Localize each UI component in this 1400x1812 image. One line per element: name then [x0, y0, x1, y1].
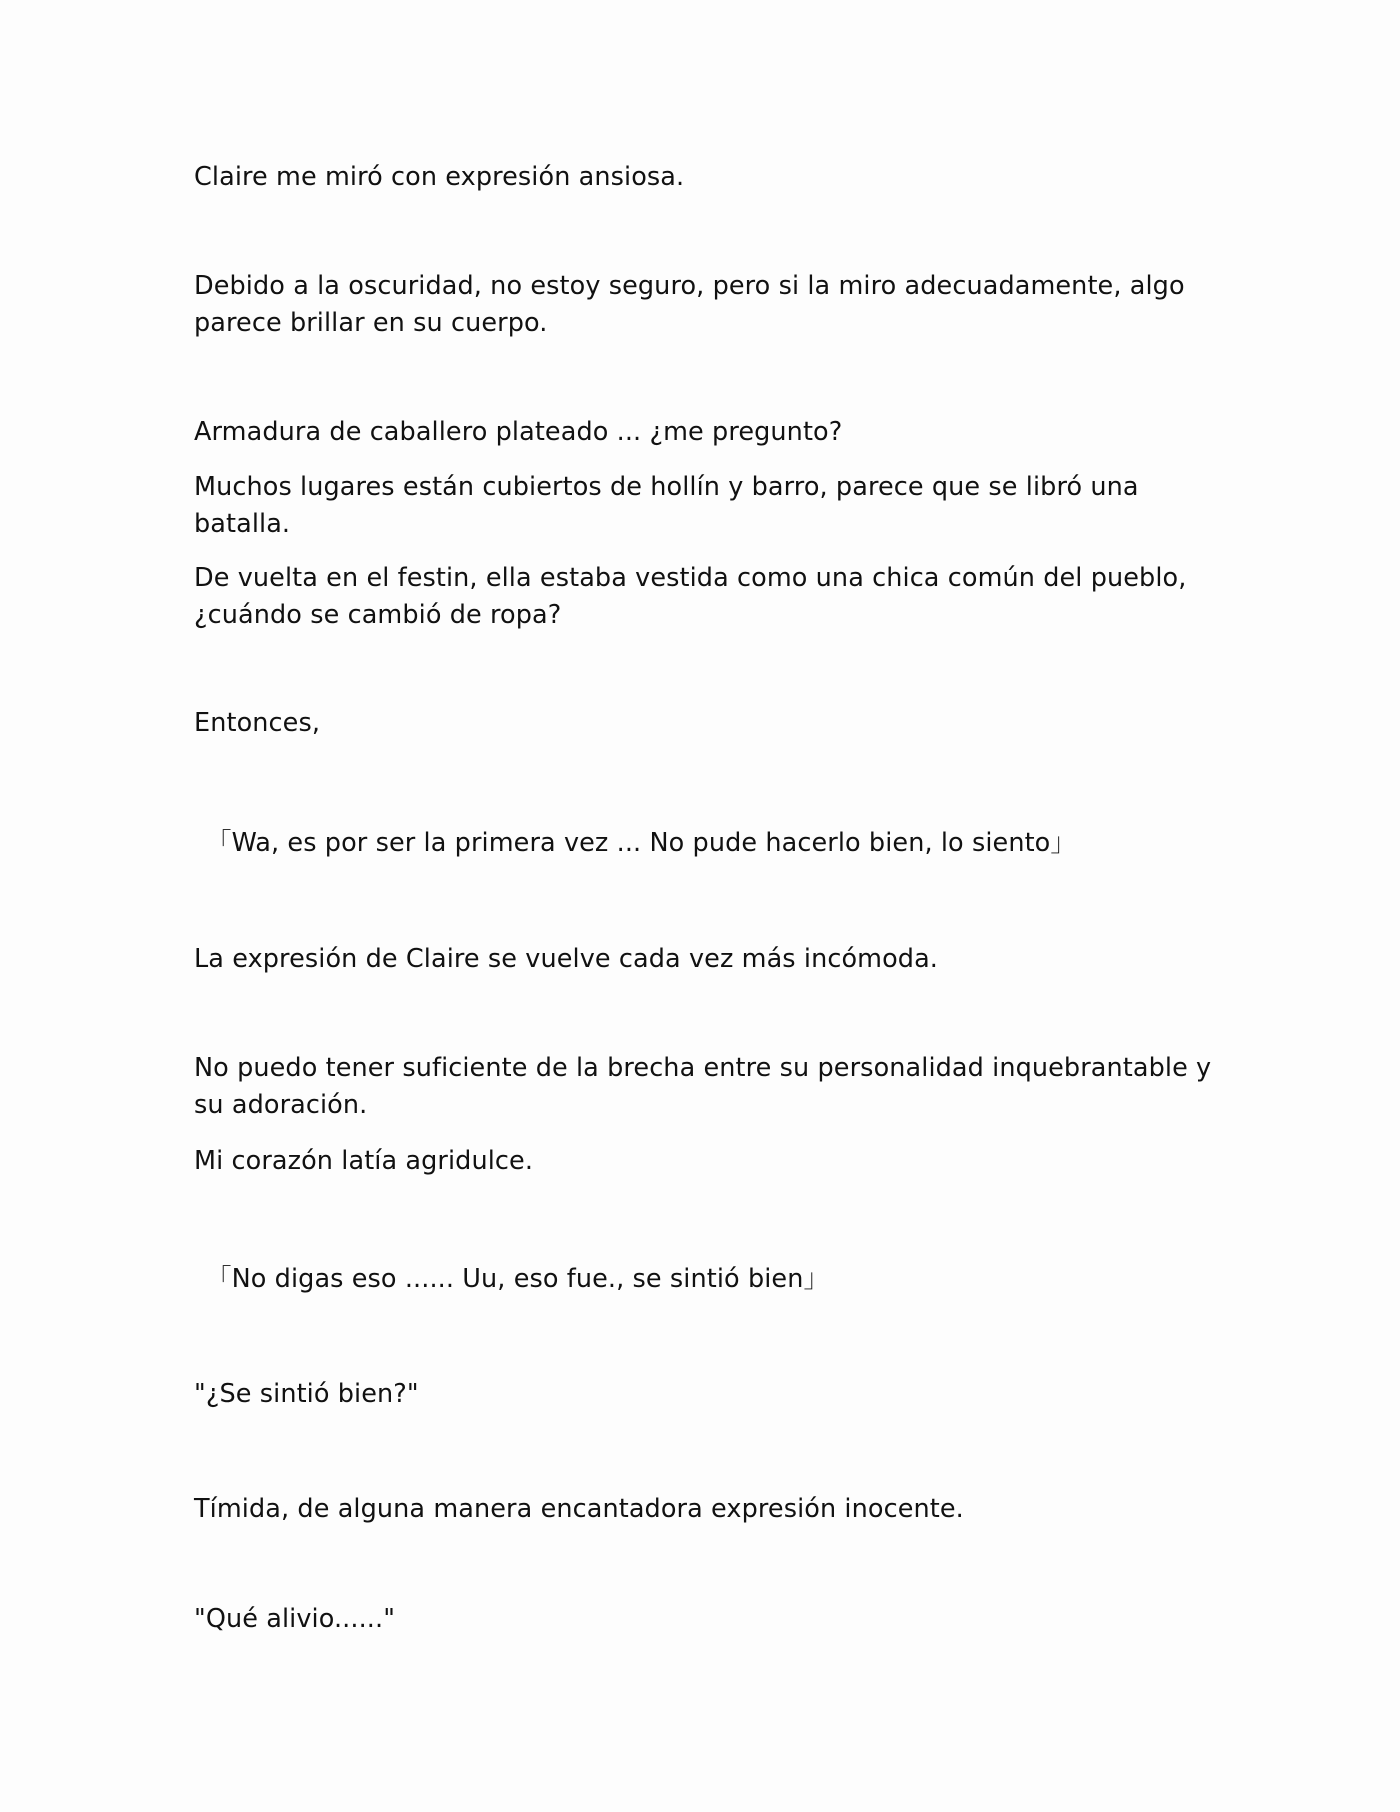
paragraph: De vuelta en el festin, ella estaba vestida como una chica común del pueblo, ¿cuándo se cambió de ropa? — [194, 563, 1187, 630]
paragraph: Muchos lugares están cubiertos de hollín y barro, parece que se libró una batalla. — [194, 472, 1139, 539]
paragraph: Tímida, de alguna manera encantadora expresión inocente. — [194, 1494, 964, 1524]
dialogue-line: "¿Se sintió bien?" — [194, 1379, 419, 1409]
paragraph: La expresión de Claire se vuelve cada vez más incómoda. — [194, 944, 939, 974]
paragraph: Mi corazón latía agridulce. — [194, 1146, 534, 1176]
dialogue-line: 「No digas eso ...... Uu, eso fue., se sintió bien」 — [206, 1264, 830, 1294]
paragraph: Armadura de caballero plateado ... ¿me pregunto? — [194, 417, 843, 447]
paragraph: Entonces, — [194, 708, 321, 738]
paragraph: Debido a la oscuridad, no estoy seguro, pero si la miro adecuadamente, algo parece brillar en su cuerpo. — [194, 271, 1185, 338]
dialogue-line: "Qué alivio......" — [194, 1604, 396, 1634]
paragraph: No puedo tener suficiente de la brecha entre su personalidad inquebrantable y su adoración. — [194, 1053, 1212, 1120]
paragraph: Claire me miró con expresión ansiosa. — [194, 162, 685, 192]
dialogue-line: 「Wa, es por ser la primera vez ... No pude hacerlo bien, lo siento」 — [206, 828, 1076, 858]
